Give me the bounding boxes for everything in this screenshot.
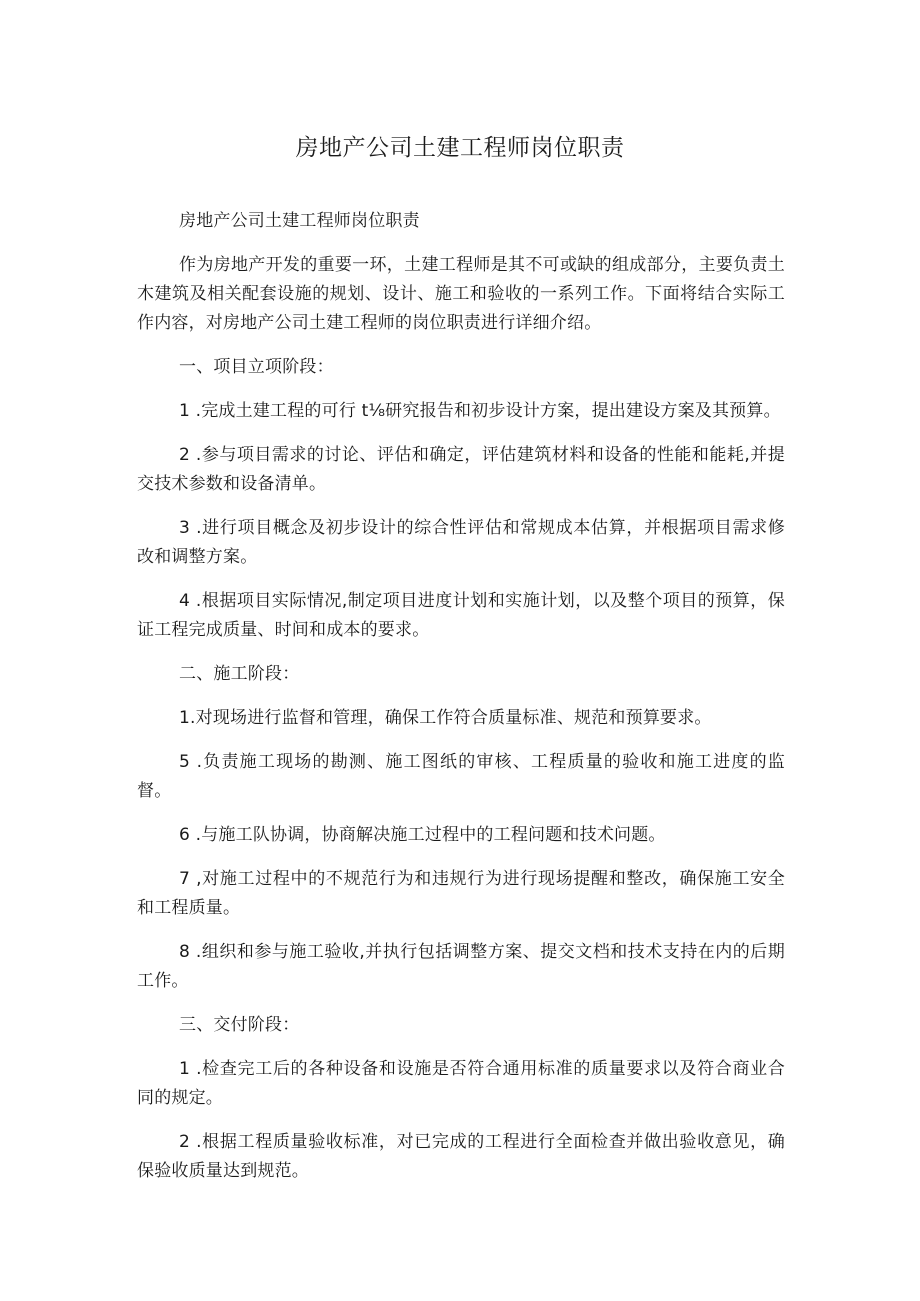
- section-heading-construction: 二、施工阶段：: [179, 664, 300, 684]
- list-item: 3 .进行项目概念及初步设计的综合性评估和常规成本估算，并根据项目需求修改和调整方案。: [137, 518, 785, 567]
- list-item: 2 .参与项目需求的讨论、评估和确定，评估建筑材料和设备的性能和能耗,并提交技术参数和设备清单。: [137, 445, 785, 494]
- list-item: 4 .根据项目实际情况,制定项目进度计划和实施计划，以及整个项目的预算，保证工程完成质量、时间和成本的要求。: [137, 591, 785, 640]
- list-item: 1.对现场进行监督和管理，确保工作符合质量标准、规范和预算要求。: [179, 708, 712, 728]
- document-body: [137, 207, 785, 1201]
- list-item: 2 .根据工程质量验收标准，对已完成的工程进行全面检查并做出验收意见，确保验收质量达到规范。: [137, 1132, 785, 1181]
- list-item: 1 .检查完工后的各种设备和设施是否符合通用标准的质量要求以及符合商业合同的规定。: [137, 1059, 785, 1108]
- section-heading-delivery: 三、交付阶段：: [179, 1015, 300, 1035]
- list-item: 5 .负责施工现场的勘测、施工图纸的审核、工程质量的验收和施工进度的监督。: [137, 752, 785, 801]
- list-item: 8 .组织和参与施工验收,并执行包括调整方案、提交文档和技术支持在内的后期工作。: [137, 942, 785, 991]
- subtitle-paragraph: 房地产公司土建工程师岗位职责: [179, 211, 420, 231]
- document-title: 房地产公司土建工程师岗位职责: [295, 135, 625, 161]
- list-item: 1 .完成土建工程的可行 t⅛研究报告和初步设计方案，提出建设方案及其预算。: [179, 401, 781, 421]
- section-heading-project-initiation: 一、项目立项阶段：: [179, 357, 334, 377]
- intro-paragraph: 作为房地产开发的重要一环，土建工程师是其不可或缺的组成部分，主要负责土木建筑及相关配套设施的规划、设计、施工和验收的一系列工作。下面将结合实际工作内容，对房地产公司土建工程师的岗位职责进行详细介绍。: [137, 255, 785, 333]
- list-item: 6 .与施工队协调，协商解决施工过程中的工程问题和技术问题。: [179, 825, 666, 845]
- list-item: 7 ,对施工过程中的不规范行为和违规行为进行现场提醒和整改，确保施工安全和工程质量。: [137, 869, 785, 918]
